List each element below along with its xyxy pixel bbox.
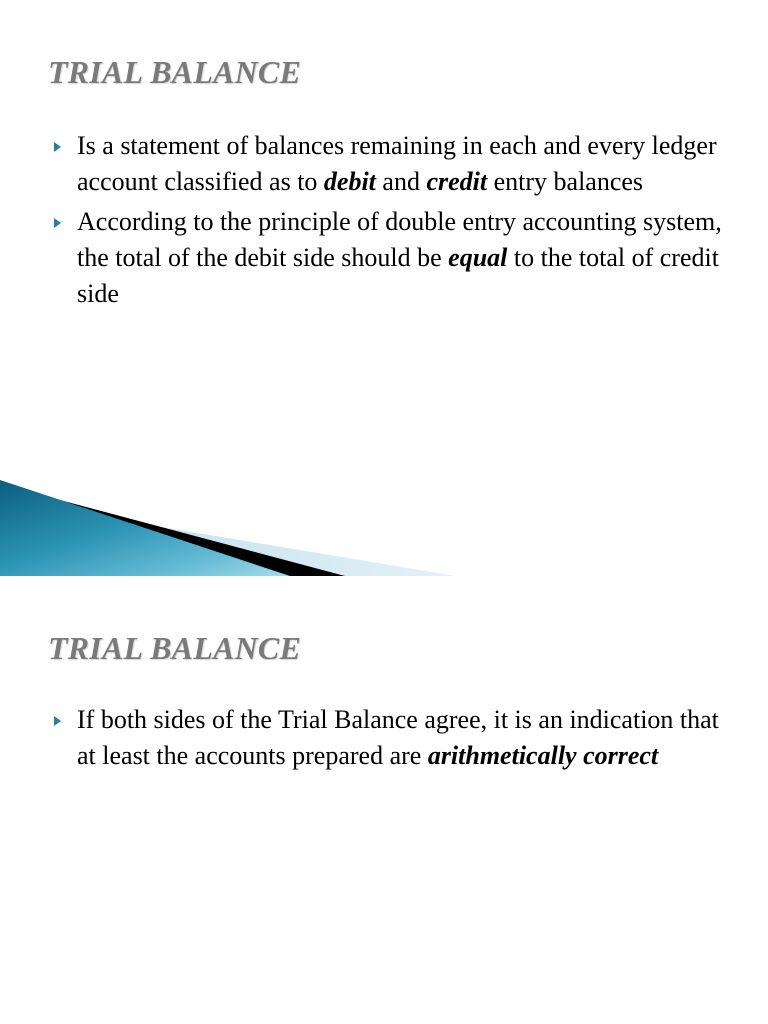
swoosh-decoration (0, 480, 768, 576)
emphasis-run: credit (426, 167, 488, 196)
bullet-text (77, 705, 719, 770)
triangle-bullet-icon (54, 142, 61, 152)
bullet-item (52, 702, 742, 774)
bullet-list (52, 128, 742, 316)
text-run: and (375, 167, 427, 196)
emphasis-run: debit (323, 167, 376, 196)
bullet-item (52, 128, 742, 200)
slide-title: TRIAL BALANCE (48, 54, 302, 90)
bullet-item (52, 204, 742, 312)
triangle-bullet-icon (54, 716, 61, 726)
bullet-list (52, 702, 742, 778)
emphasis-run: arithmetically correct (427, 741, 659, 770)
triangle-bullet-icon (54, 218, 61, 228)
text-run: entry balances (487, 167, 644, 196)
text-run: Is a statement of balances remaining in each and every ledger account classified as to (77, 131, 717, 196)
emphasis-run: equal (448, 243, 508, 272)
bullet-text (77, 131, 717, 196)
slide-title: TRIAL BALANCE (48, 630, 302, 666)
bullet-text (77, 207, 722, 308)
text-run: to the total of credit side (77, 243, 719, 308)
text-run: If both sides of the Trial Balance agree, it is an indication that at least the accounts prepared are (77, 705, 719, 770)
slide-2 (0, 576, 768, 1024)
text-run: According to the principle of double entry accounting system, the total of the debit side should be (77, 207, 722, 272)
